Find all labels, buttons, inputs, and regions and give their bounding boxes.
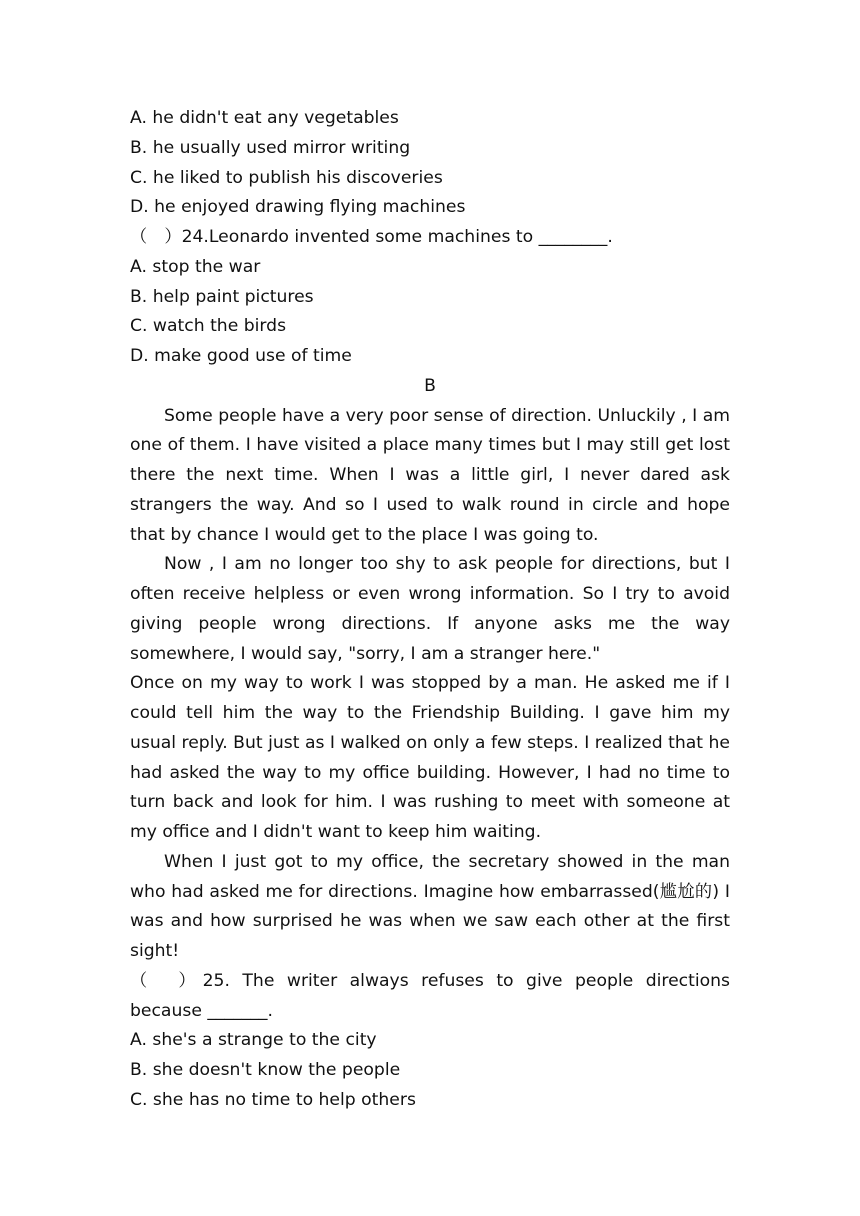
section-heading: B: [424, 375, 436, 396]
question-24-stem: （ ）24.Leonardo invented some machines to ________.: [130, 227, 613, 247]
option-c: C. she has no time to help others: [130, 1089, 416, 1110]
question-25: [130, 967, 730, 1116]
paragraph-4: When I just got to my office, the secretary showed in the man who had asked me for directions. Imagine how embarrassed(尴尬的) I was and how surprised he was when we saw each other at the first sight!: [130, 851, 730, 961]
option-d: D. he enjoyed drawing flying machines: [130, 197, 466, 218]
paragraph-3: Once on my way to work I was stopped by a man. He asked me if I could tell him the way to the Friendship Building. I gave him my usual reply. But just as I walked on only a few steps. I realized that he had asked the way to my office building. However, I had no time to turn back and look for him. I was rushing to meet with someone at my office and I didn't want to keep him waiting.: [130, 673, 730, 842]
option-b: B. she doesn't know the people: [130, 1060, 401, 1080]
option-d: D. make good use of time: [130, 346, 352, 366]
question-25-stem: （ ）25. The writer always refuses to give people directions because _______.: [130, 970, 730, 1021]
question-24: [130, 223, 730, 372]
paragraph-2: Now , I am no longer too shy to ask people for directions, but I often receive helpless or even wrong information. So I try to avoid giving people wrong directions. If anyone asks me the way somewhere, I would say, "sorry, I am a stranger here.": [130, 554, 730, 664]
q23-options: [130, 104, 730, 223]
option-b: B. help paint pictures: [130, 286, 314, 307]
option-a: A. stop the war: [130, 256, 261, 277]
option-a: A. he didn't eat any vegetables: [130, 108, 399, 128]
option-c: C. watch the birds: [130, 316, 287, 337]
option-c: C. he liked to publish his discoveries: [130, 167, 443, 188]
paragraph-1: Some people have a very poor sense of direction. Unluckily , I am one of them. I have visited a place many times but I may still get lost there the next time. When I was a little girl, I never dared ask strangers the way. And so I used to walk round in circle and hope that by chance I would get to the place I was going to.: [130, 405, 730, 545]
document-page: [130, 104, 730, 1116]
passage-b: [130, 372, 730, 967]
option-a: A. she's a strange to the city: [130, 1030, 377, 1051]
option-b: B. he usually used mirror writing: [130, 137, 411, 158]
